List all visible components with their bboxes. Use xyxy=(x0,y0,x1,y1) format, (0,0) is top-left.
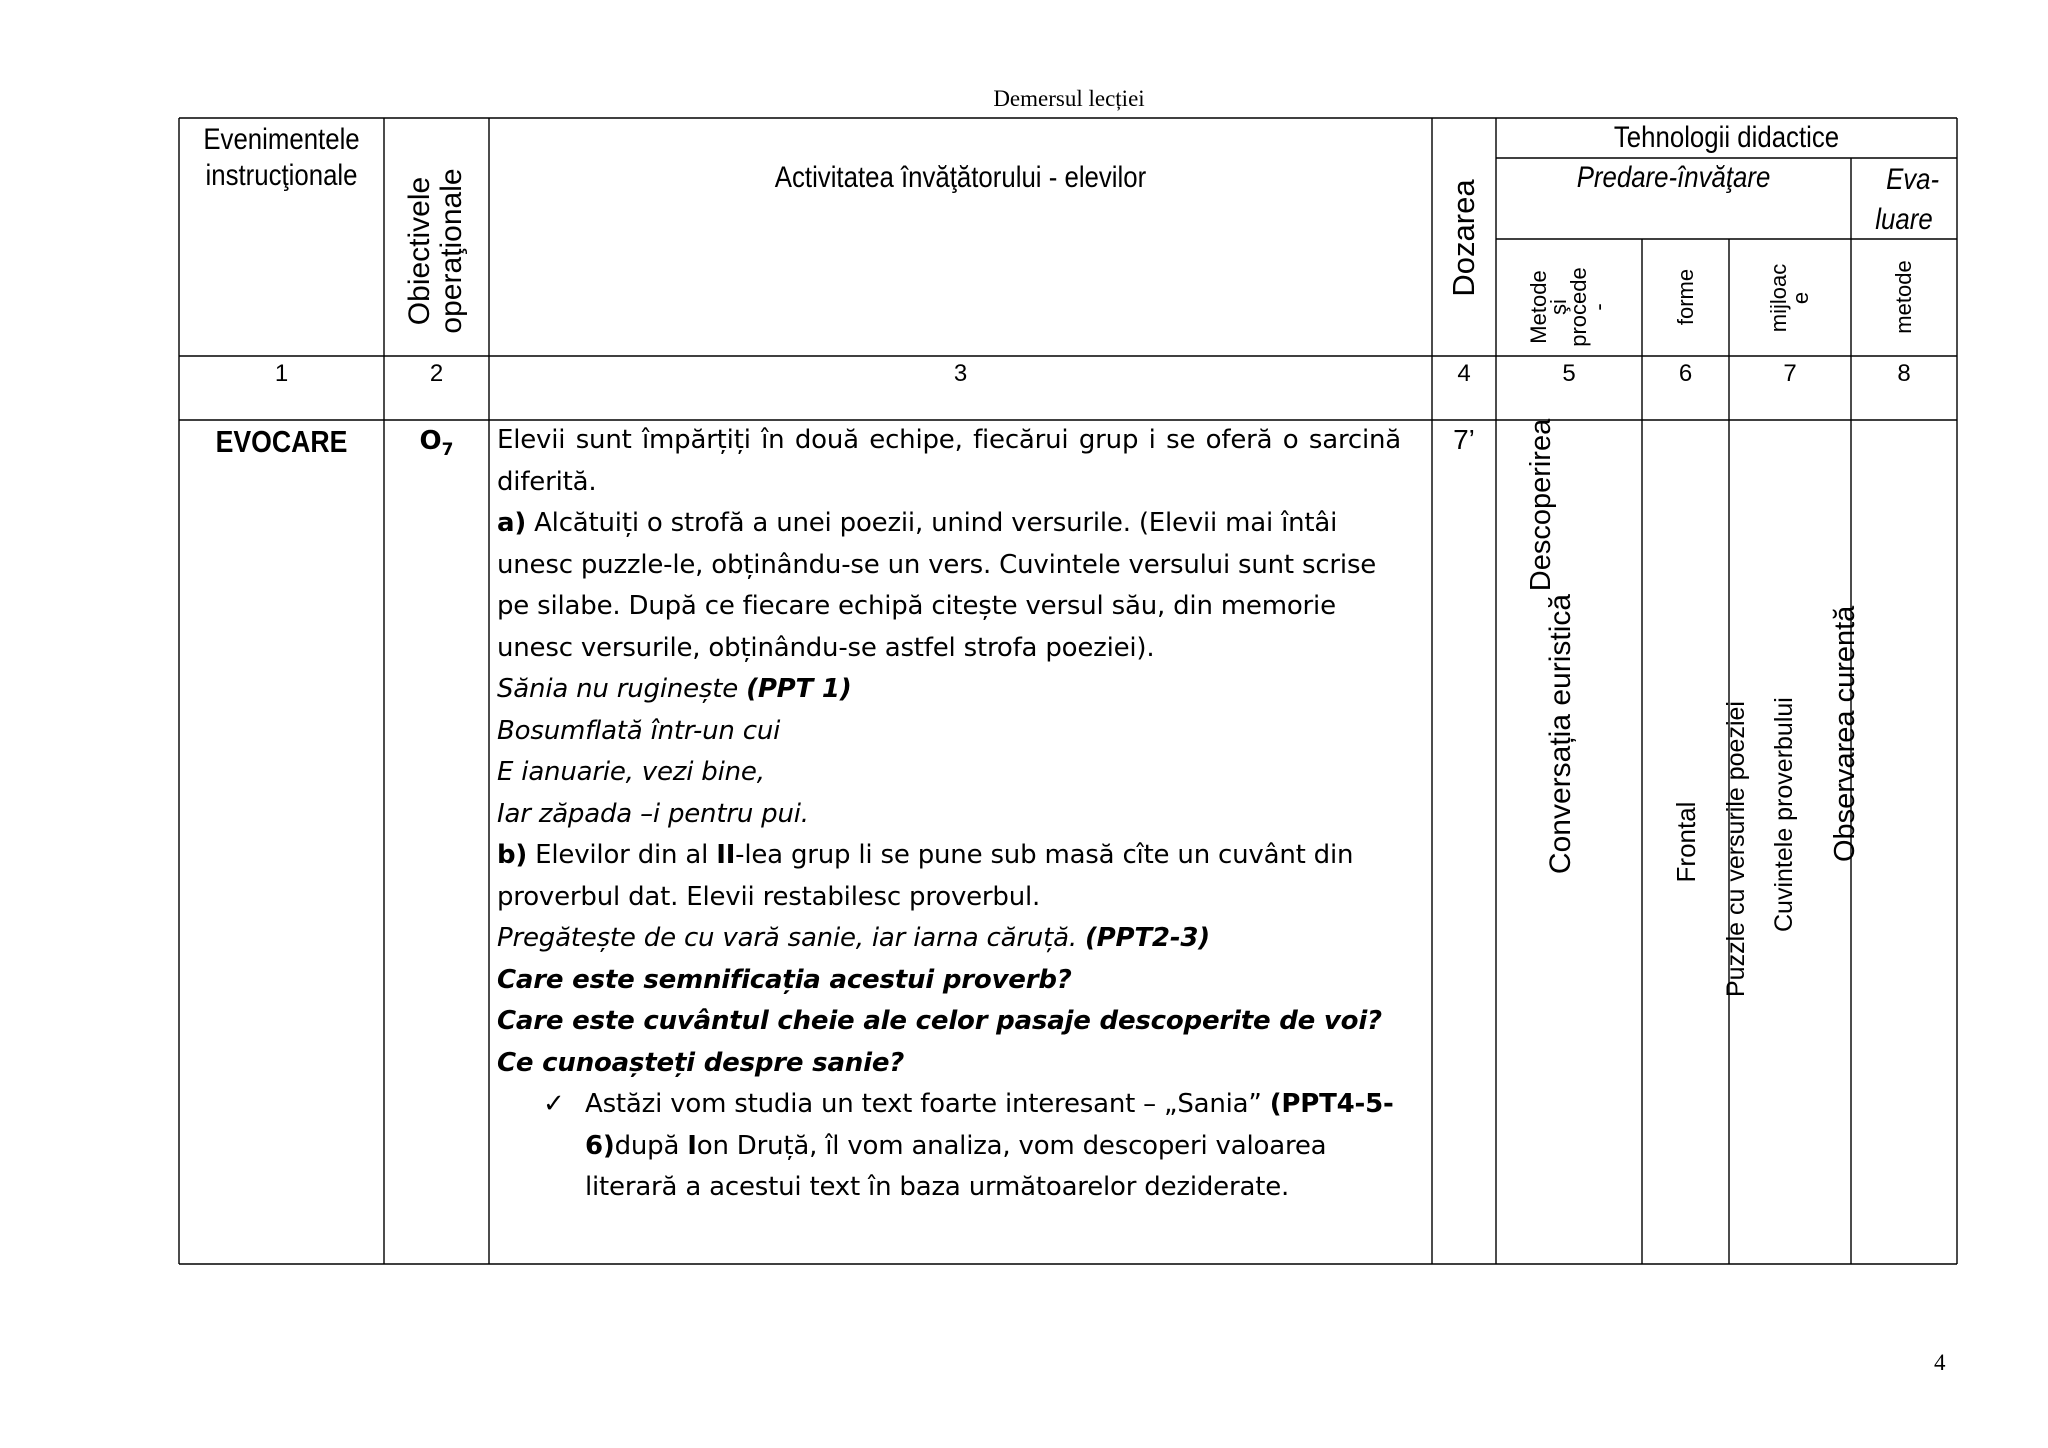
header-dosage: Dozarea xyxy=(1446,179,1481,297)
column-number-3: 3 xyxy=(953,360,968,387)
means-proverb-words: Cuvintele proverbului xyxy=(1770,697,1798,932)
activity-intro: Elevii sunt împărțiți în două echipe, fiecărui grup i se oferă o sarcină diferită. xyxy=(497,425,1401,497)
row-event: EVOCARE xyxy=(215,424,348,459)
column-number-6: 6 xyxy=(1678,360,1693,387)
table-caption: Demersul lecției xyxy=(993,86,1145,111)
checkmark-icon: ✓ xyxy=(543,1089,565,1119)
header-teaching: Predare-învăţare xyxy=(1576,161,1771,194)
header-tech: Tehnologii didactice xyxy=(1613,121,1840,154)
means-puzzle: Puzzle cu versurile poeziei xyxy=(1722,701,1750,997)
task-b: b) Elevilor din al II-lea grup li se pune sub masă cîte un cuvânt din proverbul dat. Elevii restabilesc proverbul. xyxy=(497,840,1354,912)
question-1: Care este semnificația acestui proverb? xyxy=(497,964,1072,995)
question-3: Ce cunoașteți despre sanie? xyxy=(497,1047,905,1078)
header-events: Evenimentele instrucţionale xyxy=(203,123,360,192)
row-dosage: 7’ xyxy=(1453,424,1475,455)
forms-frontal: Frontal xyxy=(1671,801,1701,883)
question-2: Care este cuvântul cheie ale celor pasaje descoperite de voi? xyxy=(497,1006,1382,1036)
checklist-item xyxy=(497,1084,1401,1209)
verse-4: Iar zăpada –i pentru pui. xyxy=(497,798,809,829)
column-number-8: 8 xyxy=(1897,360,1911,387)
column-number-7: 7 xyxy=(1783,360,1797,387)
methods-conversation: Conversația euristică xyxy=(1544,593,1577,875)
page-number: 4 xyxy=(1934,1350,1946,1375)
methods-discovery: Descoperirea xyxy=(1525,418,1557,592)
verse-2: Bosumflată într-un cui xyxy=(497,715,781,746)
header-forms: forme xyxy=(1673,268,1698,326)
verse-3: E ianuarie, vezi bine, xyxy=(497,757,765,787)
task-a: a) Alcătuiți o strofă a unei poezii, unind versurile. (Elevii mai întâi unesc puzzle-le, obținându-se un vers. Cuvintele versului sunt scrise pe silabe. După ce fiecare echipă citește versul său, din memorie unesc versurile, obținându-se astfel strofa poeziei). xyxy=(497,508,1377,663)
activity-text xyxy=(497,420,1401,1209)
header-evaluation: Eva- luare xyxy=(1875,163,1940,236)
column-number-4: 4 xyxy=(1457,360,1471,387)
checklist-text: Astăzi vom studia un text foarte interesant – „Sania” (PPT4-5-6)după Ion Druță, îl vom analiza, vom descoperi valoarea literară a acestui text în baza următoarelor deziderate. xyxy=(585,1089,1394,1202)
evaluation-observation: Observarea curentă xyxy=(1829,605,1861,862)
header-eval-methods: metode xyxy=(1891,260,1916,334)
column-number-2: 2 xyxy=(429,360,444,387)
row-objective: $O_7$ xyxy=(419,426,454,461)
header-activity: Activitatea învăţătorului - elevilor xyxy=(774,161,1147,194)
proverb: Pregătește de cu vară sanie, iar iarna căruță. (PPT2-3) xyxy=(497,923,1210,953)
verse-1: Sănia nu ruginește (PPT 1) xyxy=(497,674,852,704)
column-number-5: 5 xyxy=(1562,360,1576,387)
header-methods: Metode şi procede - xyxy=(1526,267,1611,347)
header-objectives: Obiectivele operaţionale xyxy=(403,168,468,334)
column-number-1: 1 xyxy=(274,360,289,387)
header-means: mijloac e xyxy=(1766,263,1813,333)
